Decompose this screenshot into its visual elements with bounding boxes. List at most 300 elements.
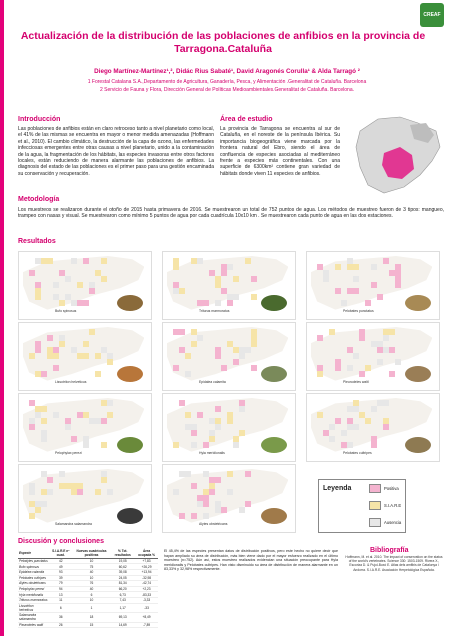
table-cell: 42 xyxy=(49,558,73,564)
grid-cell xyxy=(29,424,35,430)
table-cell: +13,94 xyxy=(135,569,158,575)
table-row xyxy=(18,603,158,613)
species-map xyxy=(162,251,296,320)
grid-cell xyxy=(107,400,113,406)
grid-cell xyxy=(59,341,65,347)
table-cell: -42,74 xyxy=(135,581,158,587)
table-header: S.I.A.R.E nº cuad. xyxy=(49,549,73,558)
grid-cell xyxy=(317,365,323,371)
grid-cell xyxy=(335,264,341,270)
grid-cell xyxy=(383,424,389,430)
legend xyxy=(318,479,406,533)
grid-cell xyxy=(251,294,257,300)
grid-cell xyxy=(353,424,359,430)
table-cell: 7,43 xyxy=(110,597,135,603)
creaf-logo xyxy=(420,3,444,27)
species-photo xyxy=(261,437,287,453)
grid-cell xyxy=(323,276,329,282)
grid-cell xyxy=(107,412,113,418)
grid-cell xyxy=(383,258,389,264)
grid-cell xyxy=(353,400,359,406)
grid-cell xyxy=(395,264,401,270)
table-header: Especie xyxy=(18,549,49,558)
grid-cell xyxy=(197,300,203,306)
species-map xyxy=(18,251,152,320)
grid-cell xyxy=(203,501,209,507)
grid-cell xyxy=(53,412,59,418)
study-area-map xyxy=(354,113,442,195)
grid-cell xyxy=(83,300,89,306)
grid-cell xyxy=(329,329,335,335)
table-cell: 76 xyxy=(73,581,111,587)
grid-cell xyxy=(47,477,53,483)
grid-cell xyxy=(53,353,59,359)
grid-cell xyxy=(389,371,395,377)
grid-cell xyxy=(71,300,77,306)
grid-cell xyxy=(245,501,251,507)
table-cell: Triturus marmoratus xyxy=(19,598,48,603)
grid-cell xyxy=(239,406,245,412)
species-label: Pelophylax perezi xyxy=(55,451,82,455)
method-title: Metodología xyxy=(18,196,60,203)
grid-cell xyxy=(353,276,359,282)
species-map xyxy=(306,393,440,462)
grid-cell xyxy=(29,353,35,359)
grid-cell xyxy=(173,365,179,371)
species-photo xyxy=(261,295,287,311)
grid-cell xyxy=(359,412,365,418)
species-photo xyxy=(405,437,431,453)
table-cell: 6 xyxy=(73,592,111,598)
grid-cell xyxy=(173,282,179,288)
grid-cell xyxy=(71,258,77,264)
logo-text: CREAF xyxy=(423,11,441,18)
table-cell: 69,13 xyxy=(110,613,135,623)
grid-cell xyxy=(347,365,353,371)
grid-cell xyxy=(365,365,371,371)
table-cell: +7,83 xyxy=(135,558,158,564)
legend-swatch-positiva xyxy=(369,484,381,493)
grid-cell xyxy=(395,359,401,365)
table-cell: 6,73 xyxy=(110,592,135,598)
grid-cell xyxy=(29,418,35,424)
grid-cell xyxy=(77,353,83,359)
grid-cell xyxy=(323,430,329,436)
grid-cell xyxy=(41,471,47,477)
grid-cell xyxy=(203,513,209,519)
grid-cell xyxy=(215,353,221,359)
grid-cell xyxy=(227,264,233,270)
grid-cell xyxy=(179,347,185,353)
grid-cell xyxy=(41,371,47,377)
table-cell: 39 xyxy=(49,575,73,581)
grid-cell xyxy=(215,424,221,430)
table-cell: +2,23 xyxy=(135,586,158,592)
legend-label-ausencia: Ausencia xyxy=(384,520,402,525)
table-header: % Tot. resultados xyxy=(110,549,135,558)
species-map xyxy=(18,464,152,533)
grid-cell xyxy=(101,347,107,353)
grid-cell xyxy=(41,430,47,436)
grid-cell xyxy=(173,288,179,294)
grid-cell xyxy=(173,442,179,448)
grid-cell xyxy=(65,294,71,300)
grid-cell xyxy=(95,270,101,276)
grid-cell xyxy=(377,359,383,365)
species-photo xyxy=(261,508,287,524)
table-cell: Epidalea calamita xyxy=(18,569,49,575)
grid-cell xyxy=(101,418,107,424)
grid-cell xyxy=(341,430,347,436)
grid-cell xyxy=(353,353,359,359)
grid-cell xyxy=(35,406,41,412)
grid-cell xyxy=(77,282,83,288)
table-cell: 93 xyxy=(49,569,73,575)
grid-cell xyxy=(53,365,59,371)
grid-cell xyxy=(35,507,41,513)
poster-title: Actualización de la distribución de las poblaciones de anfibios en la provincia de Tarragona.Cataluña xyxy=(20,30,426,55)
species-photo xyxy=(117,508,143,524)
table-row xyxy=(18,622,158,628)
grid-cell xyxy=(71,489,77,495)
grid-cell xyxy=(239,400,245,406)
table-row xyxy=(18,613,158,623)
table-cell: Pelodytes punctatus xyxy=(19,559,48,564)
grid-cell xyxy=(83,258,89,264)
grid-cell xyxy=(389,347,395,353)
table-cell: 1 xyxy=(73,603,111,613)
grid-cell xyxy=(227,300,233,306)
grid-cell xyxy=(29,270,35,276)
legend-swatch-siare xyxy=(369,501,381,510)
species-map xyxy=(306,251,440,320)
grid-cell xyxy=(197,258,203,264)
grid-cell xyxy=(341,300,347,306)
grid-cell xyxy=(335,359,341,365)
grid-cell xyxy=(371,442,377,448)
grid-cell xyxy=(179,471,185,477)
grid-cell xyxy=(245,471,251,477)
table-cell: +8,49 xyxy=(135,613,158,623)
grid-cell xyxy=(347,418,353,424)
grid-cell xyxy=(215,418,221,424)
grid-cell xyxy=(371,341,377,347)
grid-cell xyxy=(377,400,383,406)
grid-cell xyxy=(359,329,365,335)
grid-cell xyxy=(35,371,41,377)
species-map xyxy=(162,393,296,462)
grid-cell xyxy=(197,335,203,341)
grid-cell xyxy=(107,489,113,495)
grid-cell xyxy=(371,406,377,412)
grid-cell xyxy=(41,258,47,264)
grid-cell xyxy=(227,418,233,424)
species-photo xyxy=(117,366,143,382)
grid-cell xyxy=(383,335,389,341)
grid-cell xyxy=(191,329,197,335)
grid-cell xyxy=(317,335,323,341)
grid-cell xyxy=(59,300,65,306)
grid-cell xyxy=(191,430,197,436)
grid-cell xyxy=(35,282,41,288)
table-cell: 66,20 xyxy=(110,586,135,592)
species-label: Epidalea calamita xyxy=(199,380,226,384)
area-body: La provincia de Tarragona se encuentra al sur de Cataluña, en el noreste de la península Ibérica. Su importancia biogeográfica viene marcada por la frontera natural del Ebro, siendo el área de confluencia de especies asociadas al mediterráneo frente a especies más continentales. Con una superficie de 6300km² contiene gran variedad de hábitats donde viven 11 especies de anfibios. xyxy=(220,126,340,177)
results-table xyxy=(18,549,158,628)
table-cell: -7,89 xyxy=(135,622,158,628)
grid-cell xyxy=(65,424,71,430)
grid-cell xyxy=(335,365,341,371)
table-cell: 39,08 xyxy=(110,569,135,575)
legend-label-siare: S.I.A.R.E xyxy=(384,503,402,508)
grid-cell xyxy=(233,359,239,365)
grid-cell xyxy=(365,300,371,306)
grid-cell xyxy=(35,258,41,264)
table-cell: Pleurodeles waltl xyxy=(18,622,49,628)
grid-cell xyxy=(215,406,221,412)
species-photo xyxy=(117,437,143,453)
table-cell: 26 xyxy=(49,622,73,628)
affiliation-1: 1 Forestal Catalana S.A.,Departamento de Agricultura, Ganadería, Pesca, y Alimentación .Generalitat de Cataluña. Barcelona xyxy=(87,79,367,85)
grid-cell xyxy=(317,264,323,270)
grid-cell xyxy=(251,276,257,282)
table-cell: Alytes obstetricans xyxy=(18,581,49,587)
grid-cell xyxy=(101,442,107,448)
grid-cell xyxy=(41,418,47,424)
grid-cell xyxy=(83,341,89,347)
species-label: Pelobates cultripes xyxy=(343,451,372,455)
grid-cell xyxy=(59,471,65,477)
grid-cell xyxy=(233,294,239,300)
species-label: Pleurodeles waltl xyxy=(343,380,369,384)
intro-title: Introducción xyxy=(18,116,61,123)
grid-cell xyxy=(101,258,107,264)
grid-cell xyxy=(191,341,197,347)
grid-cell xyxy=(65,483,71,489)
grid-cell xyxy=(245,258,251,264)
species-label: Hyla meridionalis xyxy=(199,451,225,455)
species-label: Pelobates punctatus xyxy=(343,309,374,313)
grid-cell xyxy=(353,264,359,270)
grid-cell xyxy=(29,489,35,495)
grid-cell xyxy=(329,424,335,430)
affiliation-2: 2 Servicio de Fauna y Flora, Dirección General de Políticas Medioambientales.Generalitat de Cataluña. Barcelona. xyxy=(99,87,355,93)
grid-cell xyxy=(179,288,185,294)
grid-cell xyxy=(29,501,35,507)
grid-cell xyxy=(173,264,179,270)
grid-cell xyxy=(197,501,203,507)
table-cell: 81,34 xyxy=(110,581,135,587)
grid-cell xyxy=(53,282,59,288)
table-cell: 19,05 xyxy=(110,558,135,564)
grid-cell xyxy=(35,347,41,353)
grid-cell xyxy=(383,400,389,406)
discussion-title: Discusión y conclusiones xyxy=(18,538,104,545)
species-photo xyxy=(405,295,431,311)
grid-cell xyxy=(245,347,251,353)
grid-cell xyxy=(83,442,89,448)
table-cell: 79 xyxy=(49,581,73,587)
grid-cell xyxy=(95,371,101,377)
table-header: Área ocupada % xyxy=(135,549,158,558)
table-cell: 10 xyxy=(73,575,111,581)
grid-cell xyxy=(371,264,377,270)
grid-cell xyxy=(227,489,233,495)
grid-cell xyxy=(317,371,323,377)
grid-cell xyxy=(65,276,71,282)
species-map xyxy=(18,393,152,462)
grid-cell xyxy=(347,442,353,448)
grid-cell xyxy=(35,294,41,300)
grid-cell xyxy=(191,483,197,489)
table-cell: 40 xyxy=(73,569,111,575)
table-cell: -33 xyxy=(135,603,158,613)
grid-cell xyxy=(203,300,209,306)
grid-cell xyxy=(233,276,239,282)
grid-cell xyxy=(95,489,101,495)
grid-cell xyxy=(89,329,95,335)
grid-cell xyxy=(251,335,257,341)
table-cell: 6 xyxy=(49,603,73,613)
grid-cell xyxy=(221,264,227,270)
table-cell: 60,62 xyxy=(110,564,135,570)
grid-cell xyxy=(197,412,203,418)
grid-cell xyxy=(251,341,257,347)
species-photo xyxy=(261,366,287,382)
bibliography-body: Hoffmann, M. et al. 2010. The impact of conservation on the status of the world's vertebrates. Science 330: 1503-1509. Rivera X., Escoriza D. & Pujol-Buxó E. Atlas dels amfibis de Catalunya i Andorra. S.I.A.R.E. Asociación Herpetológica Española. xyxy=(345,555,443,572)
results-title: Resultados xyxy=(18,238,56,245)
grid-cell xyxy=(179,513,185,519)
grid-cell xyxy=(335,418,341,424)
grid-cell xyxy=(203,442,209,448)
table-cell: 94 xyxy=(49,586,73,592)
legend-swatch-ausencia xyxy=(369,518,381,527)
grid-cell xyxy=(365,418,371,424)
legend-title: Leyenda xyxy=(323,485,352,492)
table-cell: 75 xyxy=(73,564,111,570)
bibliography-title: Bibliografía xyxy=(370,547,409,554)
grid-cell xyxy=(185,471,191,477)
table-cell: 11 xyxy=(49,597,73,603)
table-cell: Pelophylax perezi xyxy=(18,586,49,592)
grid-cell xyxy=(191,513,197,519)
grid-cell xyxy=(395,282,401,288)
grid-cell xyxy=(77,489,83,495)
grid-cell xyxy=(215,347,221,353)
grid-cell xyxy=(215,300,221,306)
species-map xyxy=(18,322,152,391)
grid-cell xyxy=(395,276,401,282)
grid-cell xyxy=(35,341,41,347)
grid-cell xyxy=(83,353,89,359)
grid-cell xyxy=(347,288,353,294)
species-label: Salamandra salamandra xyxy=(55,522,92,526)
grid-cell xyxy=(47,258,53,264)
species-photo xyxy=(405,366,431,382)
grid-cell xyxy=(215,501,221,507)
grid-cell xyxy=(59,483,65,489)
table-cell: 36 xyxy=(49,613,73,623)
table-cell: +26,29 xyxy=(135,564,158,570)
species-photo xyxy=(117,295,143,311)
table-cell: -83,33 xyxy=(135,592,158,598)
discussion-body: El 45,4% de las especies presentan datos de distribución positivos, pero este hecho no quiere decir que hayan ampliado su área de distribución, más bien viene dado por el mayor esfuerzo realizado en el último muestreo (n=752). Aún así, estos muestreo realizados evidencian una situación preocupante para Hyla meridionalis y Pelobates cultripes. Han visto disminuido su área de distribución de manera alarmante en un 83,33% y 32,98% respectivamente. xyxy=(164,549,338,572)
grid-cell xyxy=(101,477,107,483)
grid-cell xyxy=(179,329,185,335)
table-cell: 13 xyxy=(49,592,73,598)
grid-cell xyxy=(89,288,95,294)
grid-cell xyxy=(221,365,227,371)
grid-cell xyxy=(359,371,365,377)
table-cell: -32,98 xyxy=(135,575,158,581)
table-cell: 18 xyxy=(73,613,111,623)
table-cell: 40 xyxy=(73,586,111,592)
table-cell: 49 xyxy=(49,564,73,570)
grid-cell xyxy=(371,282,377,288)
grid-cell xyxy=(239,430,245,436)
authors: Diego Martínez-Martínez¹,², Didác Rius Sabaté¹, David Aragonés Corulla¹ & Aïda Tarragó ² xyxy=(94,68,360,75)
grid-cell xyxy=(227,471,233,477)
species-label: Triturus marmoratus xyxy=(199,309,230,313)
grid-cell xyxy=(221,507,227,513)
method-body: Los muestreos se realizaron durante el otoño de 2015 hasta primavera de 2016. Se muestrearon un total de 752 puntos de agua. Los métodos de muestreo fueron de 3 tipos: mangueo, trampeo con nasas y visual. Se muestrearon como mínimo 5 puntos de agua por cada cuadrícula 10x10 km . Se muestrearon cada punto de agua en las dos estaciones. xyxy=(18,207,444,220)
grid-cell xyxy=(185,371,191,377)
grid-cell xyxy=(209,489,215,495)
grid-cell xyxy=(377,294,383,300)
grid-cell xyxy=(47,335,53,341)
grid-cell xyxy=(173,489,179,495)
grid-cell xyxy=(353,288,359,294)
grid-cell xyxy=(221,270,227,276)
table-cell: Salamandra salamandra xyxy=(18,613,49,623)
table-cell: 10 xyxy=(73,597,111,603)
grid-cell xyxy=(239,507,245,513)
area-title: Área de estudio xyxy=(220,116,273,123)
grid-cell xyxy=(53,347,59,353)
table-cell: Pelobates cultripes xyxy=(18,575,49,581)
grid-cell xyxy=(329,436,335,442)
grid-cell xyxy=(317,412,323,418)
intro-body: Las poblaciones de anfibios están en claro retroceso tanto a nivel planetario como local, el 41% de las mismas se encuentra en mayor o menor medida amenazadas (Hoffmann et al., 2010). El cambio climático, la destrucción de la capa de ozono, las enfermedades infecciosas emergentes entre otras causas a nivel planetario, unido a la contaminación de la agua, la fragmentación de los hábitats, las especies invasoras entre otros factores locales, están reduciendo de manera alarmante las poblaciones de anfibios. La diagnosis del estado de las poblaciones es el primer paso para una gestión encaminada su conservación y recuperación. xyxy=(18,126,214,177)
grid-cell xyxy=(347,258,353,264)
grid-cell xyxy=(95,353,101,359)
species-map xyxy=(306,322,440,391)
grid-cell xyxy=(209,436,215,442)
grid-cell xyxy=(185,353,191,359)
species-label: Lissotriton helveticus xyxy=(55,380,87,384)
table-cell: 14,69 xyxy=(110,622,135,628)
table-cell: Bufo spinosus xyxy=(18,564,49,570)
grid-cell xyxy=(41,406,47,412)
table-cell: 10 xyxy=(73,558,111,564)
grid-cell xyxy=(101,276,107,282)
table-cell: 15 xyxy=(73,622,111,628)
grid-cell xyxy=(389,329,395,335)
table-cell: Lissotriton helveticus xyxy=(18,603,49,613)
species-map xyxy=(162,464,296,533)
grid-cell xyxy=(215,282,221,288)
grid-cell xyxy=(359,335,365,341)
grid-cell xyxy=(101,400,107,406)
table-cell: -3,33 xyxy=(135,597,158,603)
grid-cell xyxy=(89,418,95,424)
grid-cell xyxy=(65,418,71,424)
table-cell: 24,05 xyxy=(110,575,135,581)
species-label: Alytes obstetricans xyxy=(199,522,228,526)
grid-cell xyxy=(107,359,113,365)
grid-cell xyxy=(185,412,191,418)
grid-cell xyxy=(233,442,239,448)
